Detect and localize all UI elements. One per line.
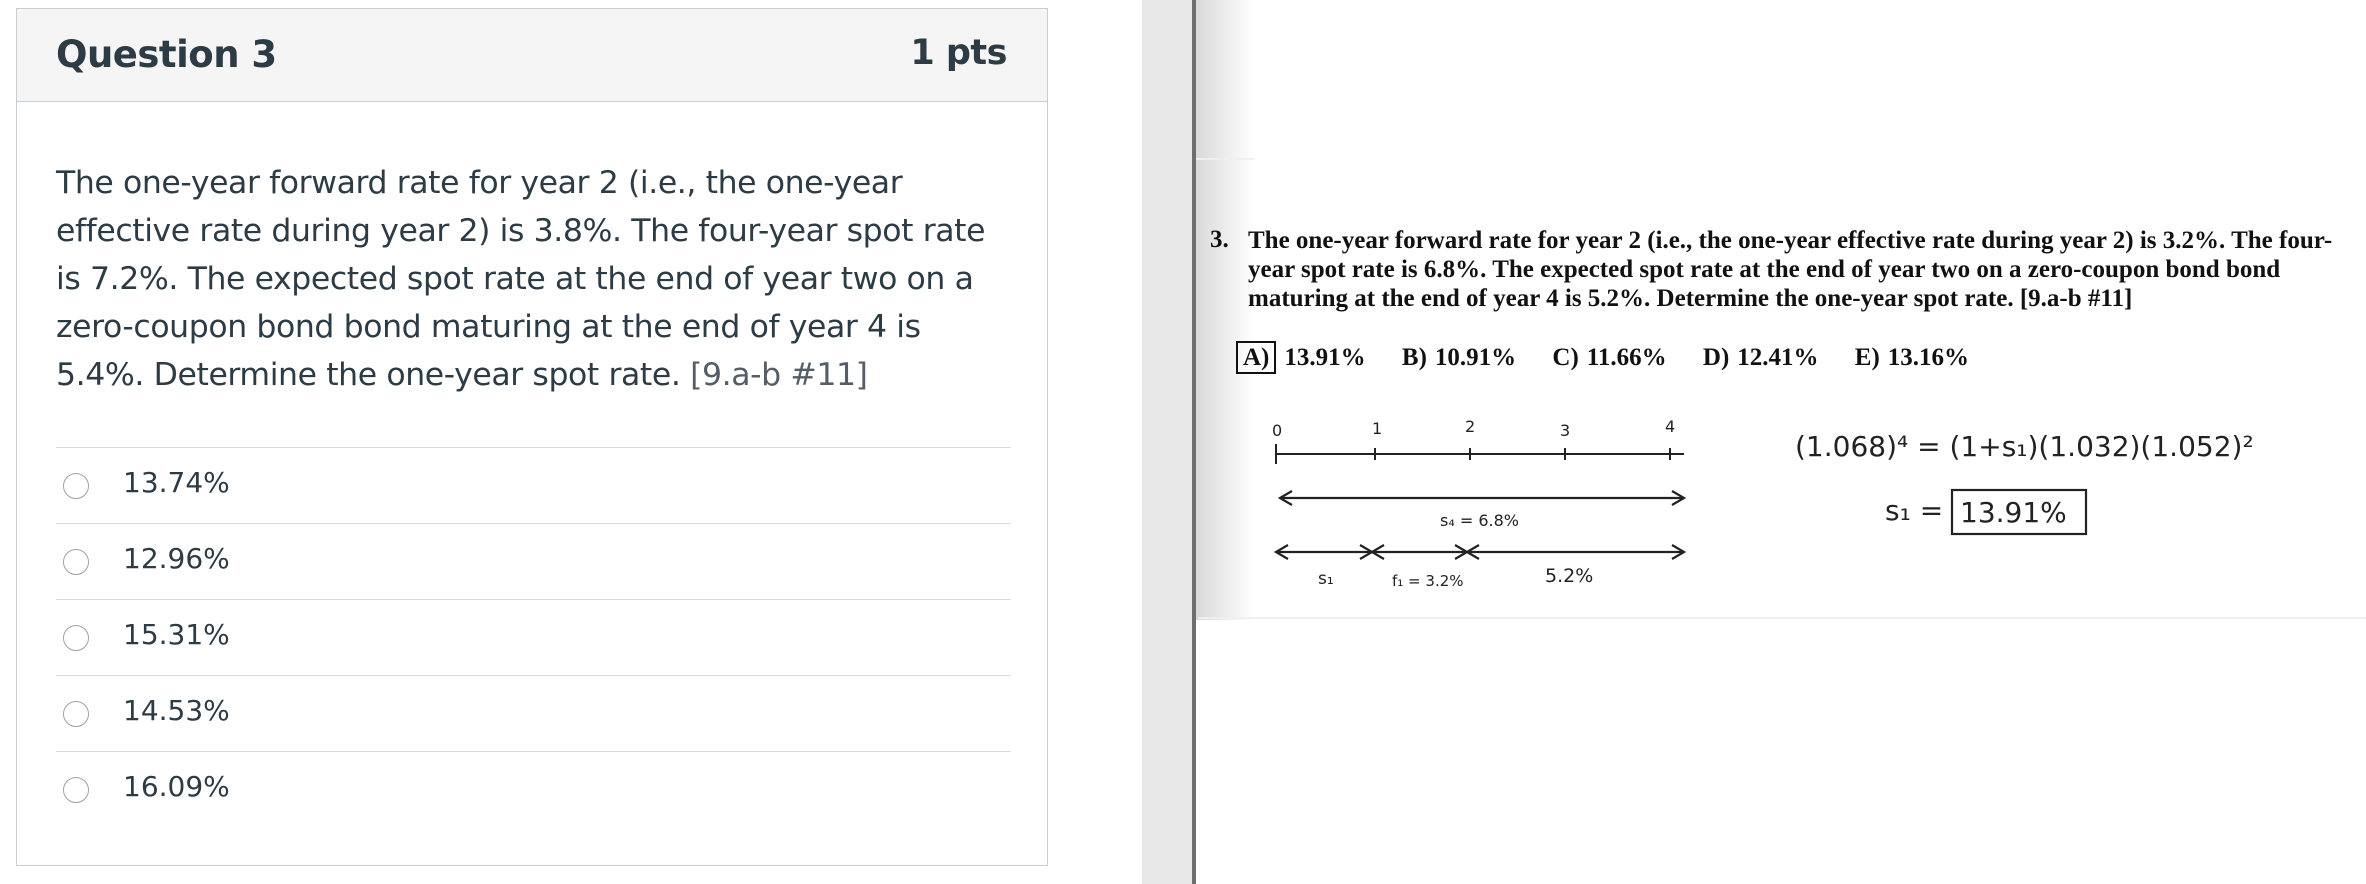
tick-label: 2 xyxy=(1465,417,1476,436)
answer-label[interactable]: 14.53% xyxy=(123,694,230,727)
answer-option-4[interactable] xyxy=(56,675,1011,751)
radio-button-icon[interactable] xyxy=(63,473,89,499)
answer-label[interactable]: 15.31% xyxy=(123,618,230,651)
page-shadow xyxy=(1196,0,1254,620)
question-title: Question 3 xyxy=(56,33,277,76)
timeline xyxy=(1276,444,1684,464)
problem-option-b xyxy=(1402,344,1516,372)
answer-label[interactable]: 12.96% xyxy=(123,542,230,575)
option-value: 12.41% xyxy=(1737,344,1819,371)
problem-option-d xyxy=(1703,344,1819,372)
problem-number: 3. xyxy=(1210,226,1229,253)
s4-arrow xyxy=(1280,491,1684,505)
problem-option-e xyxy=(1855,344,1969,372)
question-points: 1 pts xyxy=(910,33,1007,73)
option-value: 11.66% xyxy=(1586,344,1667,371)
equation-text: (1.068)⁴ = (1+s₁)(1.032)(1.052)² xyxy=(1795,430,2254,463)
answer-option-3[interactable] xyxy=(56,599,1011,675)
question-reference: [9.a-b #11] xyxy=(690,357,868,393)
segment-arrows xyxy=(1276,545,1684,559)
option-value: 13.16% xyxy=(1887,344,1970,371)
tick-label: 4 xyxy=(1665,417,1676,436)
tick-label: 0 xyxy=(1272,421,1283,440)
option-letter: E) xyxy=(1854,344,1880,371)
option-value: 13.91% xyxy=(1284,344,1366,371)
problem-options xyxy=(1236,344,1999,372)
radio-button-icon[interactable] xyxy=(63,777,89,803)
answer-value: 13.91% xyxy=(1960,496,2067,529)
page-edge xyxy=(1198,617,2366,619)
page-edge xyxy=(1196,158,1254,160)
tick-label: 3 xyxy=(1560,421,1571,440)
option-letter: C) xyxy=(1552,344,1579,371)
question-text xyxy=(56,159,1016,399)
handwritten-solution xyxy=(1260,410,2350,600)
answer-option-1[interactable] xyxy=(56,447,1011,523)
s4-label: s₄ = 6.8% xyxy=(1440,511,1519,530)
option-value: 10.91% xyxy=(1434,344,1517,371)
answer-option-2[interactable] xyxy=(56,523,1011,599)
radio-button-icon[interactable] xyxy=(63,701,89,727)
answer-option-5[interactable] xyxy=(56,751,1011,827)
answer-label[interactable]: 13.74% xyxy=(123,466,230,499)
question-body: The one-year forward rate for year 2 (i.e., the one-year effective rate during year 2) is 3.8%. The four-year spot rate is 7.2%. The expected spot rate at the end of year two on a zero-coupon bond bond maturing at the end of year 4 is 5.4%. Determine the one-year spot rate. xyxy=(56,165,986,393)
problem-option-a xyxy=(1236,344,1366,372)
selected-option-letter: A) xyxy=(1236,341,1276,374)
answer-lhs: s₁ = xyxy=(1885,494,1944,527)
answer-label[interactable]: 16.09% xyxy=(123,770,230,803)
option-letter: D) xyxy=(1702,344,1730,371)
radio-button-icon[interactable] xyxy=(63,549,89,575)
question-card xyxy=(16,8,1048,866)
f1-label: f₁ = 3.2% xyxy=(1392,572,1464,590)
problem-option-c xyxy=(1552,344,1666,372)
answer-list xyxy=(56,447,1011,827)
problem-text: The one-year forward rate for year 2 (i.e., the one-year effective rate during year 2) is 3.2%. The four-year spot rate is 6.8%. The expected spot rate at the end of year two on a zero-coupon bond bond maturing at the end of year 4 is 5.2%. Determine the one-year spot rate. [9.a-b #11] xyxy=(1248,227,2333,312)
page-gutter xyxy=(1142,0,1194,884)
option-letter: B) xyxy=(1401,344,1427,371)
rate-label: 5.2% xyxy=(1545,565,1594,587)
question-header xyxy=(17,9,1047,102)
timeline-tick-labels xyxy=(1272,417,1675,440)
radio-button-icon[interactable] xyxy=(63,625,89,651)
tick-label: 1 xyxy=(1372,419,1383,438)
s1-label: s₁ xyxy=(1318,569,1334,589)
